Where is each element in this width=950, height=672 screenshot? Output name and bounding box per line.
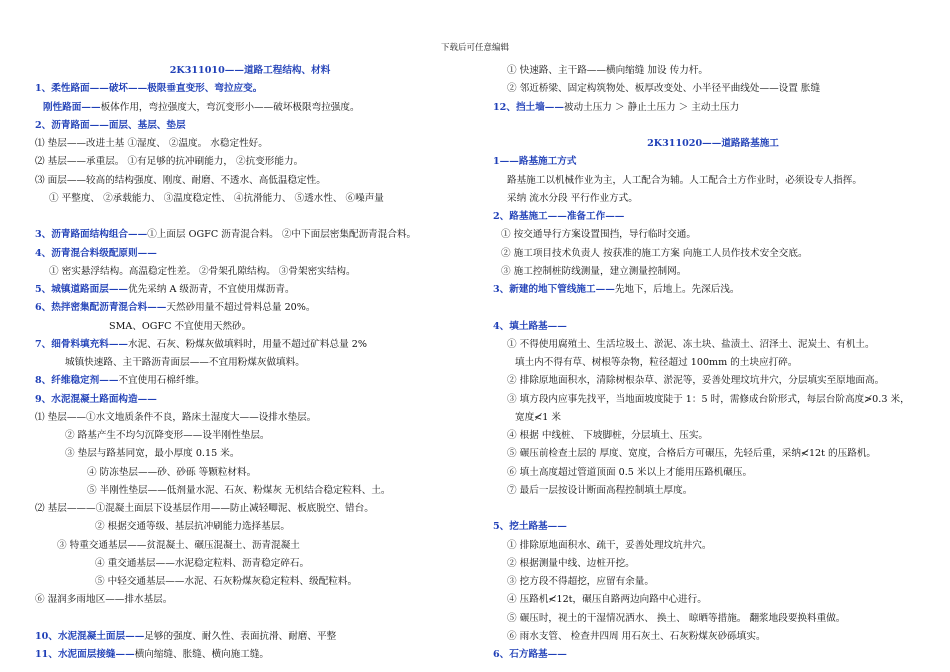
text-line: SMA、OGFC 不宜使用天然砂。 (109, 320, 252, 332)
spacer (35, 610, 465, 628)
text-line: ⑵ 基层———①混凝土面层下设基层作用——防止减轻唧泥、板底脱空、错台。 (35, 503, 374, 514)
text-line: ⑴ 垫层——①水文地质条件不良，路床土湿度大——设排水垫层。 (35, 411, 317, 423)
text-line: 填土内不得有草、树根等杂物，粒径超过 100mm 的土块应打碎。 (515, 357, 798, 368)
spacer (493, 500, 933, 518)
left-column (35, 62, 465, 664)
text-line: ⑥ 湿润多雨地区——排水基层。 (35, 594, 173, 606)
text-line: ③ 特重交通基层——贫混凝土、碾压混凝土、沥青混凝土 (57, 539, 300, 551)
text-line: ② 根据交通等级、基层抗冲刷能力选择基层。 (95, 521, 290, 533)
item-heading: 11、水泥面层接缝—— (35, 649, 135, 660)
text-line: ① 快速路、主干路——横向缩缝 加设 传力杆。 (507, 65, 709, 76)
text-line: 宽度≮1 米 (515, 411, 561, 423)
text-line: ④ 防冻垫层——砂、砂砾 等颗粒材料。 (87, 466, 257, 478)
text-line: 2、路基施工——准备工作—— (493, 211, 625, 222)
text-line: 11、水泥面层接缝——横向缩缝、胀缝、横向施工缝。 (35, 649, 270, 660)
text-line: ⑤ 中轻交通基层——水泥、石灰粉煤灰稳定粒料、级配粒料。 (95, 576, 358, 587)
spacer (493, 299, 933, 317)
text-line: ④ 根据 中线桩、 下坡脚桩，分层填土、压实。 (507, 430, 709, 441)
text-line: ③ 垫层与路基同宽，最小厚度 0.15 米。 (65, 448, 240, 460)
item-heading: 10、水泥混凝土面层—— (35, 630, 145, 642)
text-line: 刚性路面——板体作用，弯拉强度大，弯沉变形小——破坏极限弯拉强度。 (43, 101, 360, 113)
text-line: ② 施工项目技术负责人 按获准的施工方案 向施工人员作技术安全交底。 (501, 247, 808, 259)
text-line: ⑵ 基层——承重层。 ①有足够的抗冲刷能力， ②抗变形能力。 (35, 156, 304, 168)
page-header: 下载后可任意编辑 (440, 43, 509, 53)
item-heading: 3、新建的地下管线施工—— (493, 284, 615, 295)
text-line: 1、柔性路面——破坏——极限垂直变形、弯拉应变。 (35, 83, 263, 95)
text-line: 5、城镇道路面层——优先采纳 A 级沥青，不宜使用煤沥青。 (35, 284, 295, 295)
text-line: 4、沥青混合料级配原则—— (35, 247, 157, 259)
text-line: 8、纤维稳定剂——不宜使用石棉纤维。 (35, 375, 205, 387)
item-heading: 7、细骨料填充料—— (35, 338, 129, 350)
text-line: 4、填土路基—— (493, 320, 567, 332)
text-line: 3、新建的地下管线施工——先地下，后地上。先深后浅。 (493, 284, 740, 295)
text-line: 12、挡土墙——被动土压力 ＞ 静止土压力 ＞ 主动土压力 (493, 101, 740, 113)
text-line: ② 根据测量中线、边桩开挖。 (507, 557, 635, 569)
text-line: 采纳 流水分段 平行作业方式。 (507, 192, 638, 204)
section-title: 2K311010——道路工程结构、材料 (169, 65, 331, 76)
spacer (493, 117, 933, 135)
text-line: ② 路基产生不均匀沉降变形——设半刚性垫层。 (65, 430, 270, 441)
text-line: 9、水泥混凝土路面构造—— (35, 393, 157, 405)
text-line: ① 平整度、 ②承载能力、 ③温度稳定性、 ④抗滑能力、 ⑤透水性、 ⑥噪声量 (49, 192, 384, 204)
text-line: 6、石方路基—— (493, 649, 567, 660)
text-line: ③ 填方段内应事先找平，当地面坡度陡于 1：5 时，需修成台阶形式，每层台阶高度≯0.3 米， (507, 393, 910, 405)
item-heading: 3、沥青路面结构组合—— (35, 229, 148, 241)
text-line: 3、沥青路面结构组合——①上面层 OGFC 沥青混合料。 ②中下面层密集配沥青混合料。 (35, 229, 417, 241)
text-line: ⑥ 雨水支管、 检查井四周 用石灰土、石灰粉煤灰砂砾填实。 (507, 630, 766, 642)
text-line: ③ 挖方段不得超挖，应留有余量。 (507, 576, 654, 587)
spacer (35, 208, 465, 226)
text-line: 路基施工以机械作业为主，人工配合为辅。人工配合土方作业时，必须设专人指挥。 (507, 174, 862, 186)
text-line: ⑤ 碾压时，视土的干湿情况洒水、 换土、 晾晒等措施。 翻浆地段要换料重做。 (507, 612, 846, 624)
item-heading: 刚性路面—— (43, 101, 101, 113)
text-line: ① 排除原地面积水、疏干，妥善处理坟坑井穴。 (507, 539, 712, 551)
text-line: 城镇快速路、主干路沥青面层——不宜用粉煤灰做填料。 (65, 357, 305, 368)
item-heading: 8、纤维稳定剂—— (35, 375, 119, 387)
text-line: ⑤ 碾压前检查土层的 厚度、宽度，合格后方可碾压，先轻后重，采纳≮12t 的压路机。 (507, 448, 877, 460)
text-line: 6、热拌密集配沥青混合料——天然砂用量不超过骨料总量 20%。 (35, 302, 316, 314)
section-title: 2K311020——道路路基施工 (647, 138, 779, 149)
item-heading: 6、热拌密集配沥青混合料—— (35, 302, 167, 314)
text-line: ⑶ 面层——较高的结构强度、刚度、耐磨、不透水、高低温稳定性。 (35, 174, 326, 186)
text-line: ③ 施工控制桩防线测量，建立测量控制网。 (501, 265, 687, 277)
text-line: ① 按交通导行方案设置围挡，导行临时交通。 (501, 229, 696, 241)
text-line: 1——路基施工方式 (493, 156, 577, 168)
text-line: 2、沥青路面——面层、基层、垫层 (35, 119, 186, 131)
text-line: ② 排除原地面积水，清除树根杂草、淤泥等，妥善处理坟坑井穴，分层填实至原地面高。 (507, 375, 885, 387)
right-column (493, 62, 933, 664)
text-line: ⑴ 垫层——改进土基 ①湿度、 ②温度。 水稳定性好。 (35, 138, 268, 149)
item-heading: 12、挡土墙—— (493, 101, 564, 113)
text-line: ④ 压路机≮12t，碾压自路两边向路中心进行。 (507, 594, 707, 606)
text-line: 7、细骨料填充料——水泥、石灰、粉煤灰做填料时，用量不超过矿料总量 2% (35, 338, 367, 350)
text-line: ⑦ 最后一层按设计断面高程控制填土厚度。 (507, 484, 693, 496)
text-line: 10、水泥混凝土面层——足够的强度、耐久性、表面抗滑、耐磨、平整 (35, 630, 337, 642)
text-line: ① 密实悬浮结构。高温稳定性差。 ②骨架孔隙结构。 ③骨架密实结构。 (49, 265, 356, 277)
text-line: ① 不得使用腐殖土、生活垃圾土、淤泥、冻土块、盐渍土、沼泽土、泥炭土、有机土。 (507, 338, 875, 350)
text-line: ④ 重交通基层——水泥稳定粒料、沥青稳定碎石。 (95, 557, 310, 569)
text-line: 5、挖土路基—— (493, 521, 567, 533)
item-heading: 1、柔性路面—— (35, 83, 109, 95)
item-heading: 5、城镇道路面层—— (35, 284, 129, 295)
text-line: ⑥ 填土高度超过管道顶面 0.5 米以上才能用压路机碾压。 (507, 466, 753, 478)
text-line: ⑤ 半刚性垫层——低剂量水泥、石灰、粉煤灰 无机结合稳定粒料、土。 (87, 484, 391, 496)
text-line: ② 邻近桥梁、固定构筑物处、板厚改变处、小半径平曲线处——设置 胀缝 (507, 83, 821, 95)
